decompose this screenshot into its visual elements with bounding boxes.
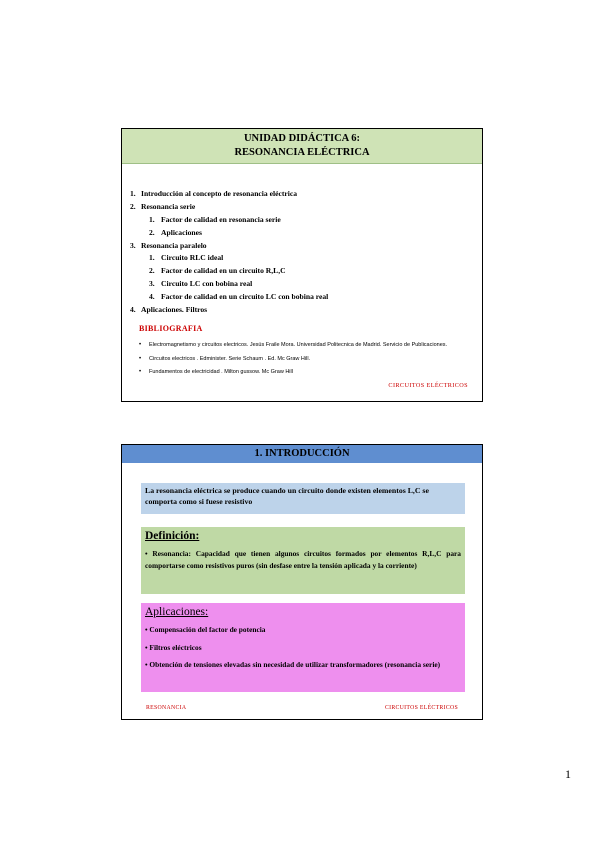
bibliography-list	[136, 341, 476, 382]
slide-2	[121, 444, 483, 720]
section-title: 1. INTRODUCCIÓN	[254, 448, 350, 459]
slide-2-footer-left: RESONANCIA	[146, 705, 187, 711]
toc-item: 2. Resonancia serie	[130, 201, 196, 211]
unit-subtitle: RESONANCIA ELÉCTRICA	[234, 147, 370, 158]
table-of-contents	[130, 188, 470, 317]
bibliography-item: • Fundamentos de electricidad . Milton gussow. Mc Graw Hill	[139, 369, 293, 375]
toc-item: 4. Aplicaciones. Filtros	[130, 305, 208, 315]
applications-heading: Aplicaciones:	[145, 606, 209, 618]
bullet-icon: •	[139, 355, 142, 362]
bibliography-item: • Electromagnetismo y circuitos electricos. Jesús Fraile Mora. Universidad Politecnica de Madrid. Servicio de Publicaciones.	[139, 342, 448, 348]
toc-subitem: 2. Aplicaciones	[149, 227, 202, 237]
slide-2-footer-right: CIRCUITOS ELÉCTRICOS	[384, 705, 458, 711]
bullet-icon: •	[139, 369, 142, 375]
bibliography-heading: BIBLIOGRAFIA	[139, 324, 203, 333]
toc-item: 3. Resonancia paralelo	[130, 240, 207, 250]
application-item: • Filtros eléctricos	[145, 642, 202, 652]
intro-box: La resonancia eléctrica se produce cuando un circuito donde existen elementos L,C se comporta como si fuese resistivo	[141, 483, 465, 514]
definition-text: • Resonancia: Capacidad que tienen algunos circuitos formados por elementos R,L,C para comportarse como resistivos puros (sin desfase entre la tensión aplicada y la corriente)	[145, 549, 461, 570]
bibliography-item: • Circuitos electricos . Edminister. Serie Schaum . Ed. Mc Graw Hill.	[139, 355, 311, 362]
applications-box	[141, 603, 465, 692]
slide-1-footer: CIRCUITOS ELÉCTRICOS	[388, 382, 468, 389]
toc-item: 1. Introducción al concepto de resonancia eléctrica	[130, 189, 298, 198]
toc-subitem: 4. Factor de calidad en un circuito LC con bobina real	[149, 292, 329, 302]
toc-subitem: 2. Factor de calidad en un circuito R,L,C	[149, 266, 286, 276]
bullet-icon: •	[139, 342, 142, 348]
definition-box	[141, 527, 465, 594]
slide-1	[121, 128, 483, 402]
page-number: 1	[565, 767, 571, 781]
toc-subitem: 1. Circuito RLC ideal	[149, 253, 224, 263]
unit-title: UNIDAD DIDÁCTICA 6:	[243, 133, 361, 144]
application-item: • Compensación del factor de potencia	[145, 625, 266, 634]
toc-subitem: 3. Circuito LC con bobina real	[149, 279, 253, 289]
application-item: • Obtención de tensiones elevadas sin necesidad de utilizar transformadores (resonancia serie)	[145, 660, 441, 669]
slide-1-header	[122, 129, 482, 164]
slide-2-header	[122, 445, 482, 463]
toc-subitem: 1. Factor de calidad en resonancia serie	[149, 214, 281, 224]
definition-heading: Definición:	[145, 530, 200, 542]
